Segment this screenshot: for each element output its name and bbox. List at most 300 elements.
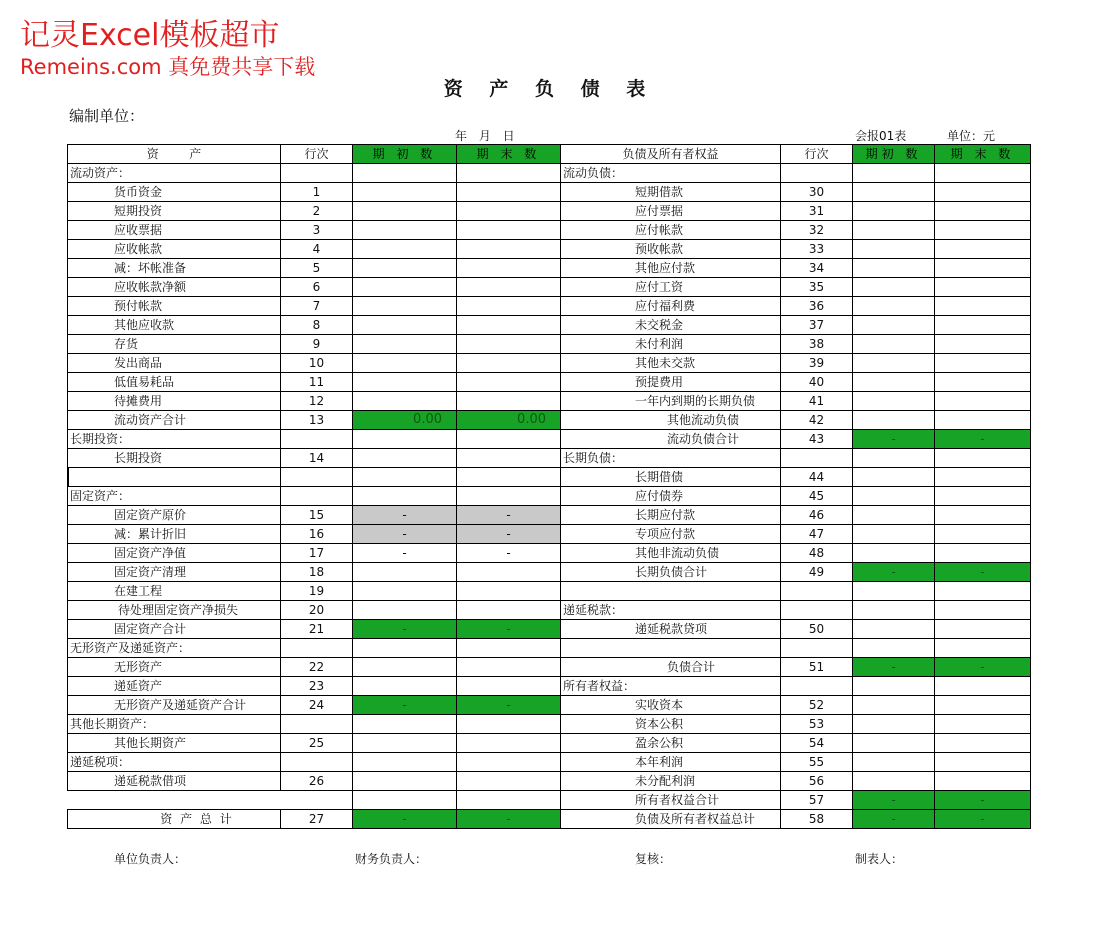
asset-item-cell[interactable]: 长期投资	[68, 449, 281, 468]
liability-item-cell[interactable]: 递延税款：	[561, 601, 781, 620]
asset-begin-cell[interactable]	[353, 734, 457, 753]
asset-item-cell[interactable]	[68, 468, 281, 487]
asset-end-cell[interactable]	[457, 259, 561, 278]
asset-item-cell[interactable]: 流动资产：	[68, 164, 281, 183]
asset-item-cell[interactable]: 应收帐款	[68, 240, 281, 259]
liability-row-no-cell[interactable]: 38	[781, 335, 853, 354]
asset-end-cell[interactable]	[457, 791, 561, 810]
asset-row-no-cell[interactable]: 9	[281, 335, 353, 354]
liability-begin-cell[interactable]	[853, 411, 935, 430]
liability-end-cell[interactable]	[935, 335, 1031, 354]
liability-item-cell[interactable]: 其他应付款	[561, 259, 781, 278]
liability-end-cell[interactable]	[935, 734, 1031, 753]
liability-row-no-cell[interactable]: 36	[781, 297, 853, 316]
liability-begin-cell[interactable]	[853, 544, 935, 563]
asset-item-cell[interactable]: 发出商品	[68, 354, 281, 373]
liability-item-cell[interactable]: 长期借债	[561, 468, 781, 487]
asset-item-cell[interactable]: 固定资产清理	[68, 563, 281, 582]
asset-item-cell[interactable]: 长期投资：	[68, 430, 281, 449]
asset-row-no-cell[interactable]: 11	[281, 373, 353, 392]
liability-end-cell[interactable]	[935, 164, 1031, 183]
table-row	[68, 202, 1031, 221]
liability-begin-cell[interactable]	[853, 772, 935, 791]
asset-item-cell[interactable]: 其他长期资产	[68, 734, 281, 753]
liability-begin-cell[interactable]: -	[853, 563, 935, 582]
liability-item-cell[interactable]: 流动负债：	[561, 164, 781, 183]
liability-end-cell[interactable]	[935, 620, 1031, 639]
liability-begin-cell[interactable]	[853, 221, 935, 240]
liability-item-cell[interactable]: 长期应付款	[561, 506, 781, 525]
liability-end-cell[interactable]	[935, 468, 1031, 487]
asset-begin-cell[interactable]: -	[353, 696, 457, 715]
asset-row-no-cell[interactable]	[281, 468, 353, 487]
liability-end-cell[interactable]: -	[935, 430, 1031, 449]
liability-row-no-cell[interactable]: 45	[781, 487, 853, 506]
table-row	[68, 582, 1031, 601]
liability-row-no-cell[interactable]: 51	[781, 658, 853, 677]
asset-end-cell[interactable]	[457, 658, 561, 677]
table-row	[68, 506, 1031, 525]
liability-row-no-cell[interactable]	[781, 449, 853, 468]
asset-begin-cell[interactable]	[353, 316, 457, 335]
liability-end-cell[interactable]	[935, 772, 1031, 791]
liability-begin-cell[interactable]	[853, 487, 935, 506]
liability-row-no-cell[interactable]: 57	[781, 791, 853, 810]
liability-begin-cell[interactable]: -	[853, 810, 935, 829]
asset-end-cell[interactable]	[457, 221, 561, 240]
asset-row-no-cell[interactable]: 16	[281, 525, 353, 544]
asset-row-no-cell[interactable]: 21	[281, 620, 353, 639]
liability-end-cell[interactable]	[935, 582, 1031, 601]
asset-begin-cell[interactable]	[353, 183, 457, 202]
liability-begin-cell[interactable]	[853, 696, 935, 715]
liability-begin-cell[interactable]	[853, 468, 935, 487]
asset-row-no-cell[interactable]: 18	[281, 563, 353, 582]
asset-row-no-cell[interactable]: 5	[281, 259, 353, 278]
asset-end-cell[interactable]	[457, 297, 561, 316]
col-header-begin: 期 初 数	[353, 145, 457, 164]
asset-begin-cell[interactable]	[353, 278, 457, 297]
liability-item-cell[interactable]: 专项应付款	[561, 525, 781, 544]
asset-begin-cell[interactable]: -	[353, 525, 457, 544]
liability-item-cell[interactable]: 一年内到期的长期负债	[561, 392, 781, 411]
liability-end-cell[interactable]: -	[935, 658, 1031, 677]
liability-end-cell[interactable]	[935, 449, 1031, 468]
asset-row-no-cell[interactable]	[281, 164, 353, 183]
liability-begin-cell[interactable]	[853, 677, 935, 696]
liability-row-no-cell[interactable]: 31	[781, 202, 853, 221]
asset-end-cell[interactable]	[457, 392, 561, 411]
liability-item-cell[interactable]: 其他非流动负债	[561, 544, 781, 563]
asset-row-no-cell[interactable]	[281, 487, 353, 506]
liability-item-cell[interactable]: 未付利润	[561, 335, 781, 354]
asset-item-cell[interactable]: 无形资产及递延资产合计	[68, 696, 281, 715]
liability-item-cell[interactable]: 负债合计	[561, 658, 781, 677]
liability-begin-cell[interactable]	[853, 202, 935, 221]
asset-begin-cell[interactable]	[353, 373, 457, 392]
liability-row-no-cell[interactable]: 58	[781, 810, 853, 829]
asset-item-cell[interactable]: 流动资产合计	[68, 411, 281, 430]
liability-begin-cell[interactable]	[853, 601, 935, 620]
liability-row-no-cell[interactable]: 56	[781, 772, 853, 791]
liability-item-cell[interactable]: 应付福利费	[561, 297, 781, 316]
liability-row-no-cell[interactable]: 35	[781, 278, 853, 297]
asset-begin-cell[interactable]	[353, 658, 457, 677]
asset-item-cell[interactable]: 固定资产：	[68, 487, 281, 506]
liability-end-cell[interactable]: -	[935, 810, 1031, 829]
asset-item-cell[interactable]: 应收票据	[68, 221, 281, 240]
liability-row-no-cell[interactable]: 55	[781, 753, 853, 772]
asset-end-cell[interactable]	[457, 639, 561, 658]
asset-row-no-cell[interactable]	[281, 791, 353, 810]
asset-end-cell[interactable]	[457, 449, 561, 468]
asset-row-no-cell[interactable]: 10	[281, 354, 353, 373]
asset-row-no-cell[interactable]: 2	[281, 202, 353, 221]
table-row	[68, 278, 1031, 297]
asset-end-cell[interactable]	[457, 563, 561, 582]
liability-end-cell[interactable]	[935, 753, 1031, 772]
table-row	[68, 677, 1031, 696]
asset-row-no-cell[interactable]	[281, 753, 353, 772]
liability-item-cell[interactable]: 所有者权益合计	[561, 791, 781, 810]
asset-row-no-cell[interactable]	[281, 430, 353, 449]
asset-item-cell[interactable]: 待处理固定资产净损失	[68, 601, 281, 620]
asset-end-cell[interactable]	[457, 183, 561, 202]
liability-end-cell[interactable]	[935, 525, 1031, 544]
liability-begin-cell[interactable]	[853, 753, 935, 772]
liability-row-no-cell[interactable]: 53	[781, 715, 853, 734]
liability-item-cell[interactable]: 长期负债：	[561, 449, 781, 468]
asset-begin-cell[interactable]: -	[353, 544, 457, 563]
asset-row-no-cell[interactable]: 15	[281, 506, 353, 525]
asset-item-cell[interactable]: 无形资产及递延资产：	[68, 639, 281, 658]
liability-end-cell[interactable]	[935, 316, 1031, 335]
asset-item-cell[interactable]: 短期投资	[68, 202, 281, 221]
liability-begin-cell[interactable]	[853, 164, 935, 183]
liability-item-cell[interactable]: 所有者权益：	[561, 677, 781, 696]
liability-begin-cell[interactable]	[853, 620, 935, 639]
liability-row-no-cell[interactable]: 47	[781, 525, 853, 544]
asset-end-cell[interactable]	[457, 354, 561, 373]
liability-end-cell[interactable]	[935, 639, 1031, 658]
asset-end-cell[interactable]	[457, 582, 561, 601]
asset-end-cell[interactable]: -	[457, 810, 561, 829]
asset-row-no-cell[interactable]: 6	[281, 278, 353, 297]
asset-begin-cell[interactable]	[353, 677, 457, 696]
asset-begin-cell[interactable]: -	[353, 506, 457, 525]
asset-row-no-cell[interactable]: 27	[281, 810, 353, 829]
asset-item-cell[interactable]: 其他长期资产：	[68, 715, 281, 734]
asset-row-no-cell[interactable]: 25	[281, 734, 353, 753]
liability-end-cell[interactable]	[935, 278, 1031, 297]
asset-item-cell[interactable]: 无形资产	[68, 658, 281, 677]
liability-end-cell[interactable]	[935, 392, 1031, 411]
asset-item-cell[interactable]: 资 产 总 计	[68, 810, 281, 829]
liability-begin-cell[interactable]	[853, 278, 935, 297]
asset-end-cell[interactable]: -	[457, 620, 561, 639]
liability-item-cell[interactable]: 未分配利润	[561, 772, 781, 791]
liability-item-cell[interactable]: 其他流动负债	[561, 411, 781, 430]
liability-item-cell[interactable]: 未交税金	[561, 316, 781, 335]
liability-row-no-cell[interactable]: 50	[781, 620, 853, 639]
liability-row-no-cell[interactable]: 41	[781, 392, 853, 411]
liability-begin-cell[interactable]	[853, 525, 935, 544]
asset-begin-cell[interactable]	[353, 240, 457, 259]
liability-end-cell[interactable]	[935, 259, 1031, 278]
asset-row-no-cell[interactable]: 26	[281, 772, 353, 791]
asset-item-cell[interactable]: 货币资金	[68, 183, 281, 202]
asset-end-cell[interactable]: -	[457, 525, 561, 544]
asset-row-no-cell[interactable]: 24	[281, 696, 353, 715]
table-row	[68, 715, 1031, 734]
liability-item-cell[interactable]: 其他未交款	[561, 354, 781, 373]
asset-end-cell[interactable]	[457, 164, 561, 183]
liability-end-cell[interactable]	[935, 202, 1031, 221]
liability-item-cell[interactable]	[561, 582, 781, 601]
liability-item-cell[interactable]: 预提费用	[561, 373, 781, 392]
liability-row-no-cell[interactable]: 40	[781, 373, 853, 392]
asset-row-no-cell[interactable]: 19	[281, 582, 353, 601]
liability-row-no-cell[interactable]	[781, 639, 853, 658]
asset-item-cell[interactable]: 递延税项：	[68, 753, 281, 772]
asset-item-cell[interactable]: 在建工程	[68, 582, 281, 601]
asset-item-cell[interactable]	[68, 791, 281, 810]
liability-item-cell[interactable]: 递延税款贷项	[561, 620, 781, 639]
asset-row-no-cell[interactable]: 7	[281, 297, 353, 316]
asset-begin-cell[interactable]	[353, 354, 457, 373]
liability-begin-cell[interactable]	[853, 259, 935, 278]
liability-begin-cell[interactable]	[853, 297, 935, 316]
liability-end-cell[interactable]	[935, 506, 1031, 525]
liability-begin-cell[interactable]: -	[853, 430, 935, 449]
asset-begin-cell[interactable]	[353, 791, 457, 810]
liability-end-cell[interactable]	[935, 183, 1031, 202]
asset-end-cell[interactable]	[457, 373, 561, 392]
asset-end-cell[interactable]	[457, 240, 561, 259]
asset-row-no-cell[interactable]: 23	[281, 677, 353, 696]
asset-end-cell[interactable]	[457, 601, 561, 620]
liability-begin-cell[interactable]	[853, 240, 935, 259]
liability-row-no-cell[interactable]: 54	[781, 734, 853, 753]
liability-end-cell[interactable]	[935, 297, 1031, 316]
asset-row-no-cell[interactable]	[281, 639, 353, 658]
table-row	[68, 392, 1031, 411]
liability-item-cell[interactable]: 应付债券	[561, 487, 781, 506]
asset-row-no-cell[interactable]: 14	[281, 449, 353, 468]
asset-begin-cell[interactable]	[353, 335, 457, 354]
asset-begin-cell[interactable]	[353, 582, 457, 601]
asset-end-cell[interactable]: -	[457, 696, 561, 715]
liability-end-cell[interactable]	[935, 411, 1031, 430]
asset-end-cell[interactable]	[457, 430, 561, 449]
liability-begin-cell[interactable]	[853, 639, 935, 658]
liability-item-cell[interactable]: 应付帐款	[561, 221, 781, 240]
liability-item-cell[interactable]	[561, 639, 781, 658]
asset-end-cell[interactable]	[457, 753, 561, 772]
asset-end-cell[interactable]	[457, 487, 561, 506]
liability-begin-cell[interactable]	[853, 183, 935, 202]
liability-begin-cell[interactable]	[853, 392, 935, 411]
asset-item-cell[interactable]: 固定资产净值	[68, 544, 281, 563]
liability-row-no-cell[interactable]: 37	[781, 316, 853, 335]
asset-row-no-cell[interactable]: 4	[281, 240, 353, 259]
liability-begin-cell[interactable]: -	[853, 791, 935, 810]
liability-row-no-cell[interactable]	[781, 582, 853, 601]
asset-begin-cell[interactable]	[353, 392, 457, 411]
liability-end-cell[interactable]	[935, 544, 1031, 563]
liability-begin-cell[interactable]	[853, 354, 935, 373]
balance-sheet-table	[67, 144, 1031, 829]
asset-end-cell[interactable]	[457, 677, 561, 696]
asset-begin-cell[interactable]	[353, 715, 457, 734]
liability-end-cell[interactable]	[935, 240, 1031, 259]
asset-begin-cell[interactable]	[353, 772, 457, 791]
table-row	[68, 316, 1031, 335]
liability-item-cell[interactable]: 长期负债合计	[561, 563, 781, 582]
liability-end-cell[interactable]	[935, 715, 1031, 734]
liability-row-no-cell[interactable]: 32	[781, 221, 853, 240]
asset-end-cell[interactable]: -	[457, 506, 561, 525]
liability-row-no-cell[interactable]: 43	[781, 430, 853, 449]
asset-end-cell[interactable]: 0.00	[457, 411, 561, 430]
liability-begin-cell[interactable]: -	[853, 658, 935, 677]
asset-item-cell[interactable]: 固定资产合计	[68, 620, 281, 639]
asset-item-cell[interactable]: 应收帐款净额	[68, 278, 281, 297]
liability-item-cell[interactable]: 短期借款	[561, 183, 781, 202]
asset-end-cell[interactable]: -	[457, 544, 561, 563]
form-code-label: 会报01表	[855, 129, 907, 143]
liability-begin-cell[interactable]	[853, 734, 935, 753]
asset-begin-cell[interactable]	[353, 164, 457, 183]
asset-item-cell[interactable]: 减：累计折旧	[68, 525, 281, 544]
table-row	[68, 658, 1031, 677]
liability-begin-cell[interactable]	[853, 449, 935, 468]
asset-row-no-cell[interactable]: 8	[281, 316, 353, 335]
liability-end-cell[interactable]	[935, 601, 1031, 620]
asset-item-cell[interactable]: 固定资产原价	[68, 506, 281, 525]
asset-begin-cell[interactable]	[353, 202, 457, 221]
liability-begin-cell[interactable]	[853, 373, 935, 392]
liability-item-cell[interactable]: 本年利润	[561, 753, 781, 772]
liability-row-no-cell[interactable]: 39	[781, 354, 853, 373]
asset-begin-cell[interactable]	[353, 449, 457, 468]
asset-begin-cell[interactable]	[353, 639, 457, 658]
liability-end-cell[interactable]: -	[935, 791, 1031, 810]
table-row	[68, 468, 1031, 487]
asset-item-cell[interactable]: 递延税款借项	[68, 772, 281, 791]
asset-end-cell[interactable]	[457, 316, 561, 335]
asset-begin-cell[interactable]: -	[353, 810, 457, 829]
liability-begin-cell[interactable]	[853, 715, 935, 734]
col-header-end: 期 末 数	[457, 145, 561, 164]
asset-row-no-cell[interactable]: 17	[281, 544, 353, 563]
asset-end-cell[interactable]	[457, 278, 561, 297]
liability-row-no-cell[interactable]: 30	[781, 183, 853, 202]
asset-row-no-cell[interactable]: 1	[281, 183, 353, 202]
asset-begin-cell[interactable]	[353, 601, 457, 620]
asset-begin-cell[interactable]	[353, 487, 457, 506]
asset-item-cell[interactable]: 减：坏帐准备	[68, 259, 281, 278]
table-row	[68, 753, 1031, 772]
table-row	[68, 601, 1031, 620]
liability-item-cell[interactable]: 实收资本	[561, 696, 781, 715]
liability-item-cell[interactable]: 负债及所有者权益总计	[561, 810, 781, 829]
liability-row-no-cell[interactable]: 46	[781, 506, 853, 525]
asset-row-no-cell[interactable]: 20	[281, 601, 353, 620]
liability-item-cell[interactable]: 应付工资	[561, 278, 781, 297]
liability-row-no-cell[interactable]: 49	[781, 563, 853, 582]
liability-end-cell[interactable]: -	[935, 563, 1031, 582]
liability-begin-cell[interactable]	[853, 335, 935, 354]
asset-begin-cell[interactable]	[353, 430, 457, 449]
liability-begin-cell[interactable]	[853, 582, 935, 601]
liability-begin-cell[interactable]	[853, 506, 935, 525]
asset-begin-cell[interactable]: -	[353, 620, 457, 639]
asset-begin-cell[interactable]	[353, 221, 457, 240]
asset-begin-cell[interactable]	[353, 468, 457, 487]
asset-begin-cell[interactable]	[353, 753, 457, 772]
liability-row-no-cell[interactable]: 34	[781, 259, 853, 278]
asset-item-cell[interactable]: 预付帐款	[68, 297, 281, 316]
asset-end-cell[interactable]	[457, 335, 561, 354]
liability-end-cell[interactable]	[935, 677, 1031, 696]
asset-end-cell[interactable]	[457, 715, 561, 734]
liability-row-no-cell[interactable]: 48	[781, 544, 853, 563]
liability-row-no-cell[interactable]	[781, 677, 853, 696]
liability-row-no-cell[interactable]: 44	[781, 468, 853, 487]
asset-begin-cell[interactable]	[353, 563, 457, 582]
asset-item-cell[interactable]: 存货	[68, 335, 281, 354]
asset-end-cell[interactable]	[457, 202, 561, 221]
liability-end-cell[interactable]	[935, 221, 1031, 240]
asset-item-cell[interactable]: 递延资产	[68, 677, 281, 696]
liability-end-cell[interactable]	[935, 487, 1031, 506]
liability-row-no-cell[interactable]	[781, 601, 853, 620]
col-header-end-2: 期 末 数	[935, 145, 1031, 164]
liability-row-no-cell[interactable]: 42	[781, 411, 853, 430]
liability-item-cell[interactable]: 资本公积	[561, 715, 781, 734]
asset-end-cell[interactable]	[457, 734, 561, 753]
liability-row-no-cell[interactable]: 52	[781, 696, 853, 715]
table-row	[68, 620, 1031, 639]
asset-row-no-cell[interactable]: 3	[281, 221, 353, 240]
liability-end-cell[interactable]	[935, 696, 1031, 715]
asset-row-no-cell[interactable]: 13	[281, 411, 353, 430]
asset-end-cell[interactable]	[457, 772, 561, 791]
asset-begin-cell[interactable]	[353, 259, 457, 278]
asset-end-cell[interactable]	[457, 468, 561, 487]
asset-item-cell[interactable]: 低值易耗品	[68, 373, 281, 392]
liability-end-cell[interactable]	[935, 373, 1031, 392]
liability-end-cell[interactable]	[935, 354, 1031, 373]
liability-row-no-cell[interactable]: 33	[781, 240, 853, 259]
asset-row-no-cell[interactable]: 12	[281, 392, 353, 411]
asset-item-cell[interactable]: 其他应收款	[68, 316, 281, 335]
table-row	[68, 335, 1031, 354]
liability-row-no-cell[interactable]	[781, 164, 853, 183]
liability-item-cell[interactable]: 应付票据	[561, 202, 781, 221]
asset-row-no-cell[interactable]	[281, 715, 353, 734]
table-row	[68, 772, 1031, 791]
liability-item-cell[interactable]: 盈余公积	[561, 734, 781, 753]
asset-item-cell[interactable]: 待摊费用	[68, 392, 281, 411]
asset-begin-cell[interactable]: 0.00	[353, 411, 457, 430]
liability-begin-cell[interactable]	[853, 316, 935, 335]
asset-begin-cell[interactable]	[353, 297, 457, 316]
liability-item-cell[interactable]: 流动负债合计	[561, 430, 781, 449]
asset-row-no-cell[interactable]: 22	[281, 658, 353, 677]
liability-item-cell[interactable]: 预收帐款	[561, 240, 781, 259]
